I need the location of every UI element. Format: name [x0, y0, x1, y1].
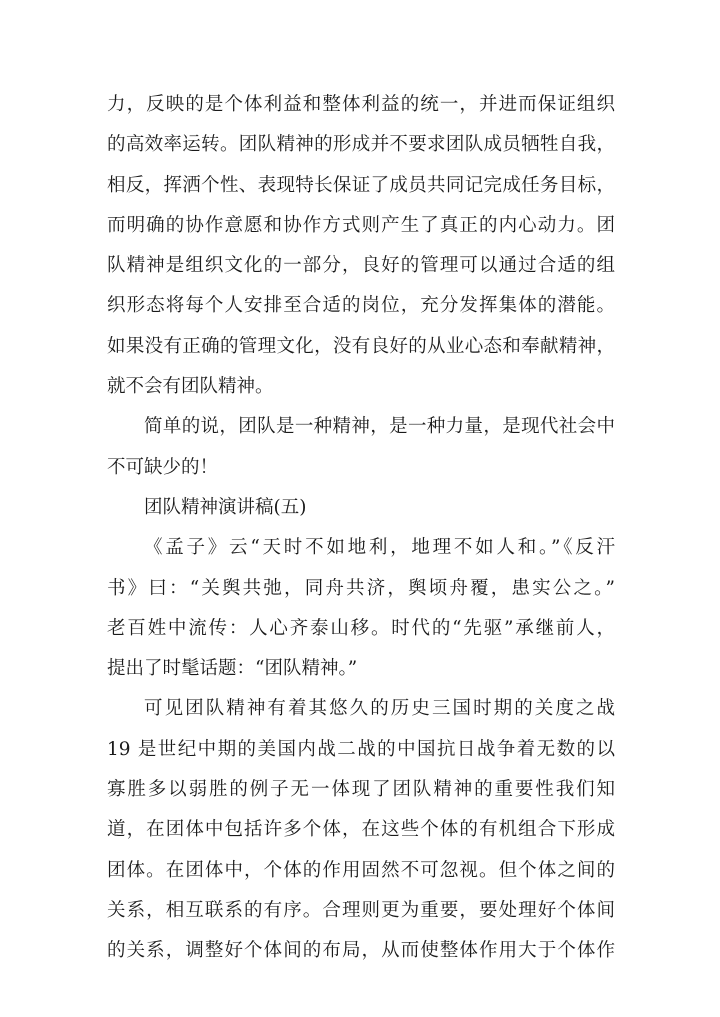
text-line: 团体。在团体中，个体的作用固然不可忽视。但个体之间的	[107, 859, 615, 881]
text-line: 老百姓中流传：人心齐泰山移。时代的“先驱”承继前人，	[107, 617, 615, 639]
text-line: 《孟子》云“天时不如地利，地理不如人和。”《反汗	[144, 537, 615, 559]
text-line: 就不会有团队精神。	[107, 376, 274, 398]
text-line: 道，在团体中包括许多个体，在这些个体的有机组合下形成	[107, 819, 615, 841]
text-line: 寡胜多以弱胜的例子无一体现了团队精神的重要性我们知	[107, 779, 615, 801]
text-line: 团队精神演讲稿(五)	[144, 496, 307, 518]
text-line: 不可缺少的！	[107, 456, 219, 478]
text-line: 相反，挥洒个性、表现特长保证了成员共同记完成任务目标，	[107, 174, 615, 196]
text-line: 队精神是组织文化的一部分，良好的管理可以通过合适的组	[107, 255, 615, 277]
text-line: 的高效率运转。团队精神的形成并不要求团队成员牺牲自我，	[107, 134, 615, 156]
text-line: 简单的说，团队是一种精神，是一种力量，是现代社会中	[144, 416, 615, 438]
text-line: 可见团队精神有着其悠久的历史三国时期的关度之战	[144, 698, 615, 720]
text-line: 如果没有正确的管理文化，没有良好的从业心态和奉献精神，	[107, 335, 615, 357]
text-line: 提出了时髦话题：“团队精神。”	[107, 658, 358, 680]
document-body	[107, 85, 615, 972]
text-line: 关系，相互联系的有序。合理则更为重要，要处理好个体间	[107, 899, 615, 921]
text-line: 织形态将每个人安排至合适的岗位，充分发挥集体的潜能。	[107, 295, 615, 317]
text-line: 而明确的协作意愿和协作方式则产生了真正的内心动力。团	[107, 214, 615, 236]
text-line: 书》曰：“关舆共弛，同舟共济，舆顷舟覆，患实公之。”	[107, 577, 615, 599]
text-line: 19 是世纪中期的美国内战二战的中国抗日战争着无数的以	[107, 738, 615, 760]
text-line: 力，反映的是个体利益和整体利益的统一，并进而保证组织	[107, 94, 615, 115]
text-line: 的关系，调整好个体间的布局，从而使整体作用大于个体作	[107, 940, 615, 962]
